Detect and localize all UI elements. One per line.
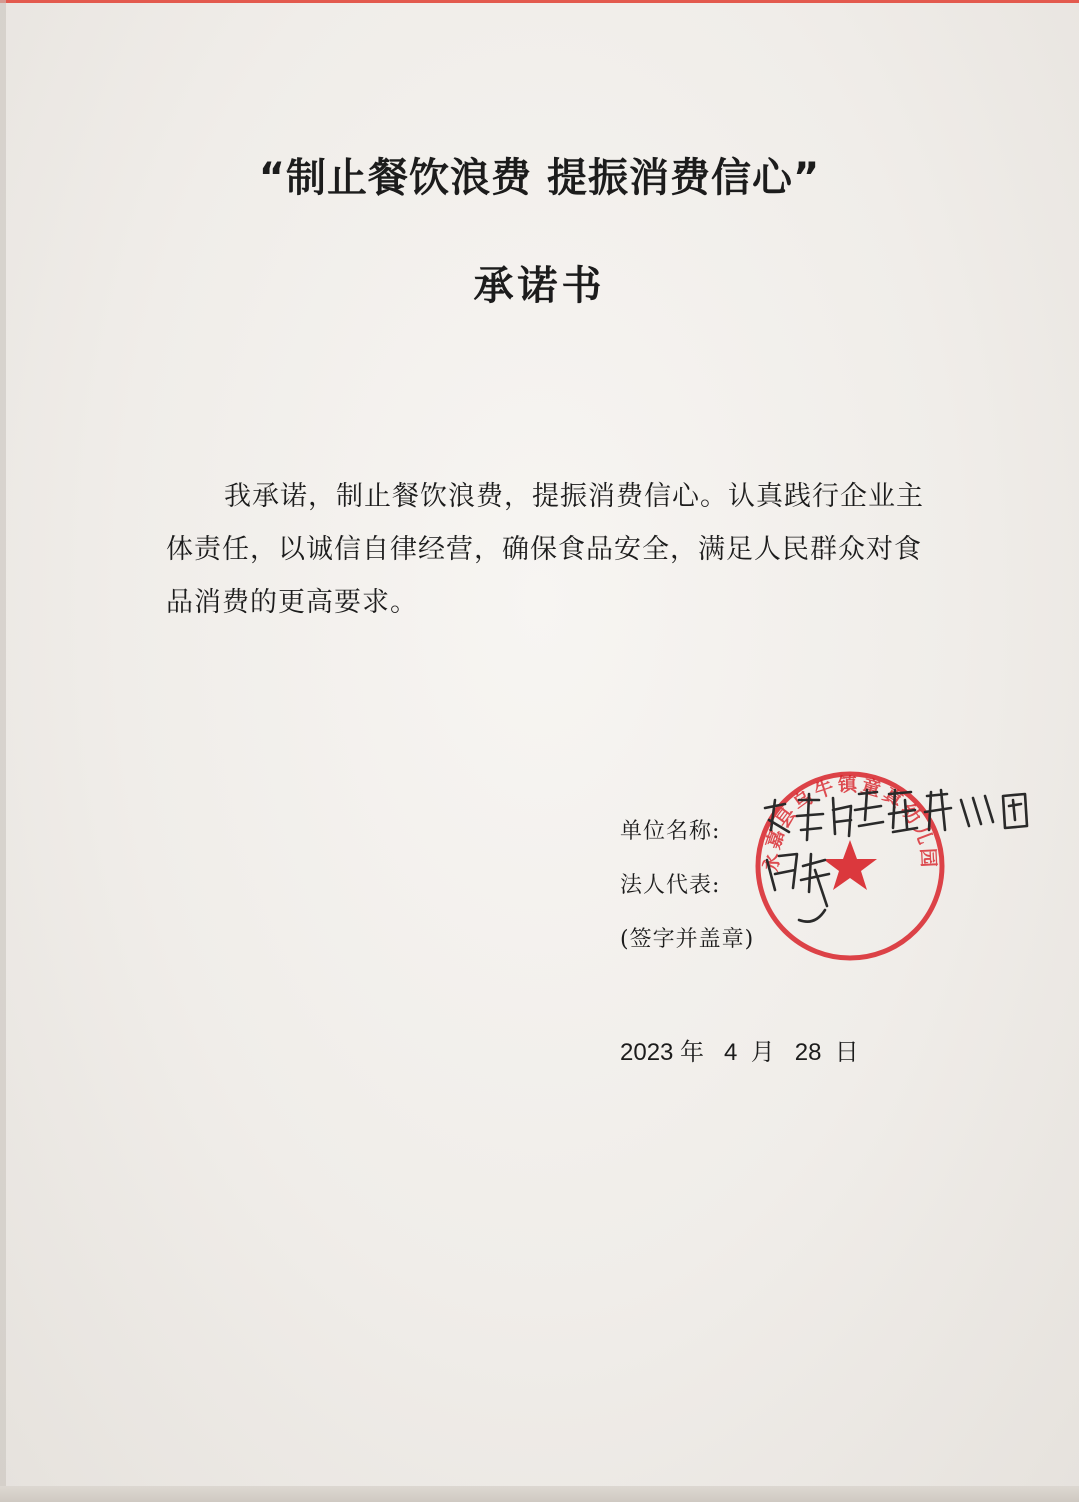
document-title: “制止餐饮浪费 提振消费信心”	[258, 155, 821, 201]
paper-edge-bottom	[0, 1486, 1079, 1502]
seal-text: 永嘉县乌牛镇童真幼儿园	[760, 774, 940, 873]
paper-edge-top	[0, 0, 1079, 3]
document-subtitle: 承诺书	[473, 263, 606, 309]
pledge-paragraph: 我承诺，制止餐饮浪费，提振消费信心。认真践行企业主体责任，以诚信自律经营，确保食品安全，满足人民群众对食品消费的更高要求。	[166, 481, 924, 618]
sign-and-seal-note: (签字并盖章)	[620, 927, 755, 952]
pledge-body	[166, 470, 926, 629]
paper-edge-left	[0, 0, 6, 1502]
signing-date: 2023 年 4 月 28 日	[620, 1039, 859, 1066]
legal-rep-label: 法人代表:	[620, 873, 721, 898]
handwritten-signature	[755, 770, 1055, 940]
unit-name-label: 单位名称:	[620, 819, 721, 844]
